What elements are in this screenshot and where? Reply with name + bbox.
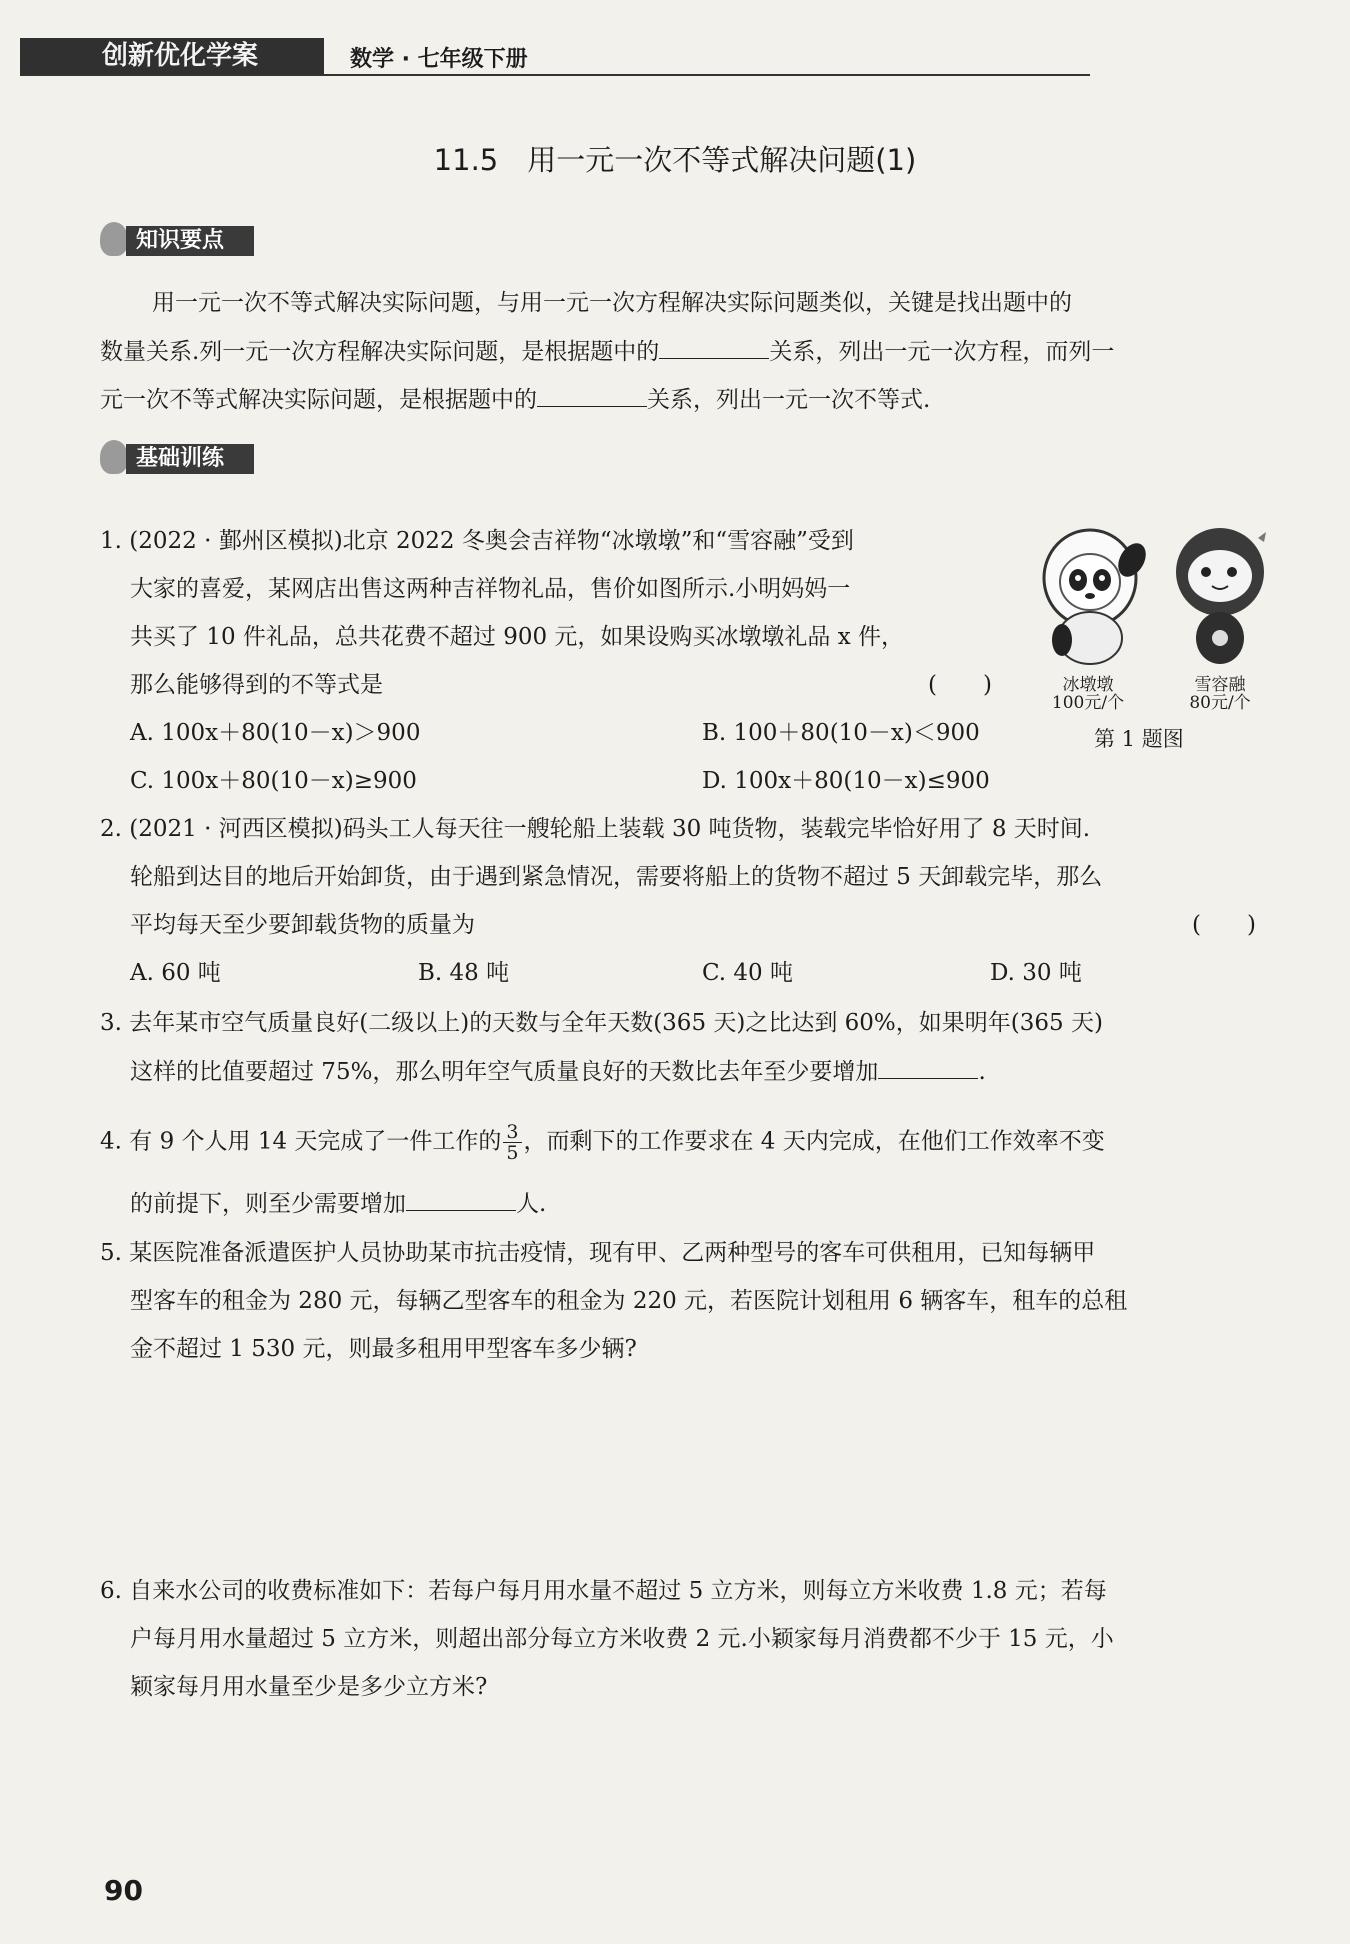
q4-line-2: 的前提下，则至少需要增加 人. [130,1188,546,1219]
q6-line-2: 户每月用水量超过 5 立方米，则超出部分每立方米收费 2 元.小颖家每月消费都不少于 15 元，小 [130,1626,1114,1652]
q2-option-b: B. 48 吨 [418,960,510,986]
section-basic-label: 基础训练 [126,444,254,474]
header-rule [20,74,1090,76]
knowledge-line-3: 元一次不等式解决实际问题，是根据题中的 关系，列出一元一次不等式. [100,384,930,415]
section-knowledge-label: 知识要点 [126,226,254,256]
bing-dwen-dwen-image [1044,530,1151,664]
q1-line-3: 共买了 10 件礼品，总共花费不超过 900 元，如果设购买冰墩墩礼品 x 件， [130,624,905,650]
answer-blank[interactable] [406,1188,516,1211]
page-title: 11.5 用一元一次不等式解决问题(1) [433,143,917,177]
q1-option-d: D. 100x＋80(10－x)≤900 [702,768,990,794]
q2-line-3: 平均每天至少要卸载货物的质量为 [130,912,475,938]
q1-option-b: B. 100＋80(10－x)＜900 [702,720,980,746]
answer-blank[interactable] [659,336,769,359]
answer-blank[interactable] [537,384,647,407]
q1-answer-paren[interactable]: ( ) [928,672,992,698]
q1-option-a: A. 100x＋80(10－x)＞900 [130,720,421,746]
q5-line-1: 5. 某医院准备派遣医护人员协助某市抗击疫情，现有甲、乙两种型号的客车可供租用，已知每辆甲 [100,1240,1096,1266]
q5-line-2: 型客车的租金为 280 元，每辆乙型客车的租金为 220 元，若医院计划租用 6 辆客车，租车的总租 [130,1288,1128,1314]
page-number: 90 [104,1874,143,1907]
q2-answer-paren[interactable]: ( ) [1192,912,1256,938]
q2-line-1: 2. (2021 · 河西区模拟)码头工人每天往一艘轮船上装载 30 吨货物，装载完毕恰好用了 8 天时间. [100,816,1091,842]
answer-blank[interactable] [878,1056,978,1079]
lightbulb-icon [100,440,128,474]
fraction: $\frac{3}{5}$ [503,1122,521,1163]
q4-line-1: 4. 有 9 个人用 14 天完成了一件工作的 $\frac{3}{5}$ ，而剩下的工作要求在 4 天内完成，在他们工作效率不变 [100,1121,1105,1164]
q1-line-2: 大家的喜爱，某网店出售这两种吉祥物礼品，售价如图所示.小明妈妈一 [130,576,851,602]
q2-option-d: D. 30 吨 [990,960,1082,986]
q1-option-c: C. 100x＋80(10－x)≥900 [130,768,417,794]
header-subject: 数学 · 七年级下册 [350,47,528,72]
q6-line-3: 颖家每月用水量至少是多少立方米? [130,1674,488,1700]
q2-option-c: C. 40 吨 [702,960,793,986]
book-title: 创新优化学案 [102,41,259,71]
q3-line-2: 这样的比值要超过 75%，那么明年空气质量良好的天数比去年至少要增加 . [130,1056,986,1087]
knowledge-line-1: 用一元一次不等式解决实际问题，与用一元一次方程解决实际问题类似，关键是找出题中的 [152,290,1072,316]
figure-caption: 第 1 题图 [1094,727,1184,751]
q3-line-1: 3. 去年某市空气质量良好(二级以上)的天数与全年天数(365 天)之比达到 60%，如果明年(365 天) [100,1010,1103,1036]
q6-line-1: 6. 自来水公司的收费标准如下：若每户每月用水量不超过 5 立方米，则每立方米收费 1.8 元；若每 [100,1578,1107,1604]
shuey-rhon-rhon-image [1176,528,1266,664]
q1-line-1: 1. (2022 · 鄞州区模拟)北京 2022 冬奥会吉祥物“冰墩墩”和“雪容融”受到 [100,528,854,554]
knowledge-line-2: 数量关系.列一元一次方程解决实际问题，是根据题中的 关系，列出一元一次方程，而列一 [100,336,1114,367]
q1-line-4: 那么能够得到的不等式是 [130,672,383,698]
mascot2-caption: 雪容融 80元/个 [1189,675,1251,713]
lightbulb-icon [100,222,128,256]
q2-option-a: A. 60 吨 [130,960,221,986]
mascot-figure [1020,520,1290,670]
q5-line-3: 金不超过 1 530 元，则最多租用甲型客车多少辆? [130,1336,637,1362]
mascot1-caption: 冰墩墩 100元/个 [1051,675,1125,713]
q2-line-2: 轮船到达目的地后开始卸货，由于遇到紧急情况，需要将船上的货物不超过 5 天卸载完毕，那么 [130,864,1103,890]
book-title-banner [20,38,324,74]
